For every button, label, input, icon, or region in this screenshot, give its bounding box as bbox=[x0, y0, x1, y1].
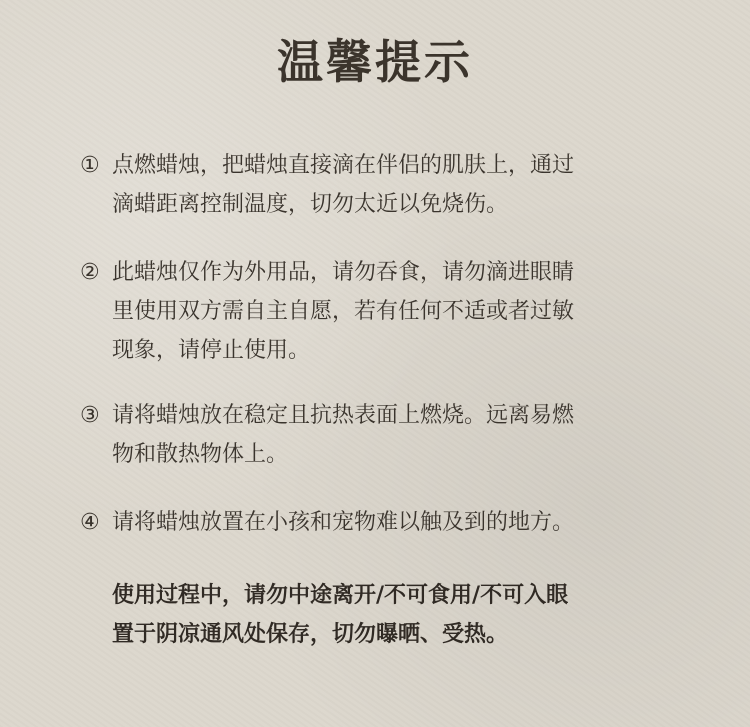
notice-item-2 bbox=[80, 253, 680, 370]
notice-item-3 bbox=[80, 396, 680, 474]
item-number: ④ bbox=[80, 510, 100, 535]
notice-item-1 bbox=[80, 146, 680, 224]
item-text: 请将蜡烛放在稳定且抗热表面上燃烧。远离易燃 物和散热物体上。 bbox=[112, 403, 575, 467]
item-text: 请将蜡烛放置在小孩和宠物难以触及到的地方。 bbox=[112, 510, 575, 535]
item-text: 此蜡烛仅作为外用品，请勿吞食，请勿滴进眼睛 里使用双方需自主自愿，若有任何不适或者过敏 现象，请停止使用。 bbox=[112, 260, 575, 363]
item-number: ③ bbox=[80, 403, 100, 428]
item-number: ② bbox=[80, 260, 100, 285]
item-text: 点燃蜡烛，把蜡烛直接滴在伴侣的肌肤上，通过 滴蜡距离控制温度，切勿太近以免烧伤。 bbox=[112, 153, 575, 217]
item-number: ① bbox=[80, 153, 100, 178]
page-title: 温馨提示 bbox=[277, 35, 473, 89]
notice-item-4 bbox=[80, 503, 680, 542]
usage-note: 使用过程中，请勿中途离开/不可食用/不可入眼 置于阴凉通风处保存，切勿曝晒、受热。 bbox=[112, 583, 569, 647]
